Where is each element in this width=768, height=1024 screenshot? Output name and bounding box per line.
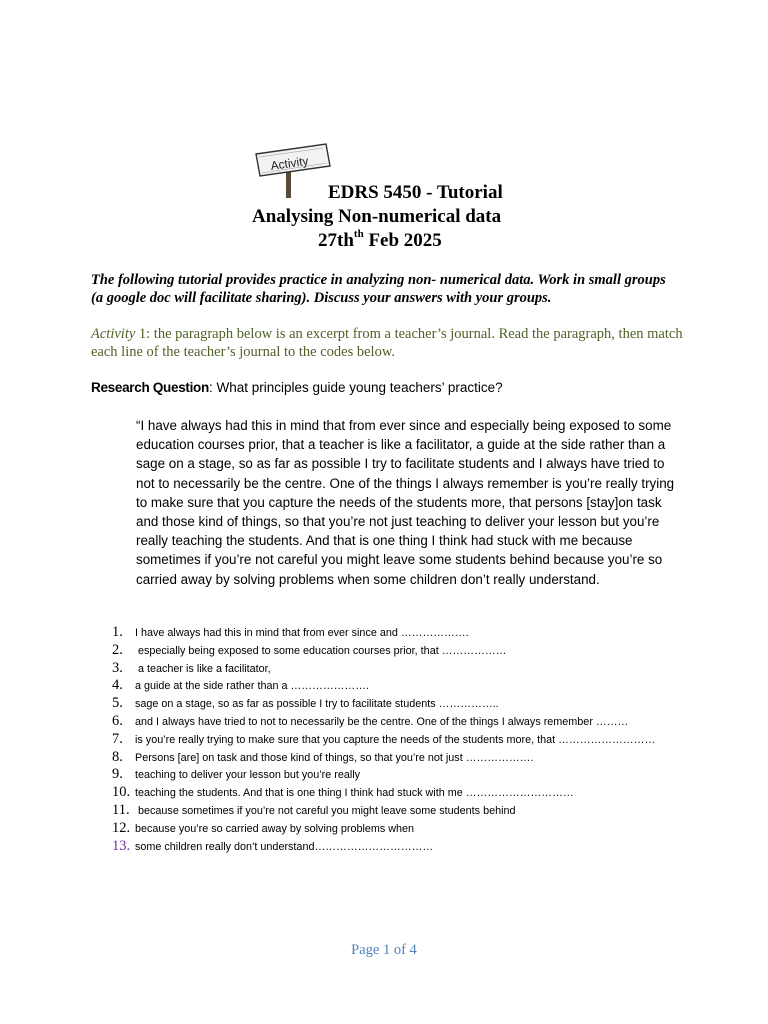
list-item-text: teaching the students. And that is one thing I think had stuck with me …………………………	[135, 787, 574, 800]
list-item-number: 13.	[112, 837, 131, 854]
research-question	[91, 379, 691, 397]
list-item-number: 9.	[112, 766, 123, 783]
list-item-text: because sometimes if you’re not careful you might leave some students behind	[135, 804, 516, 817]
course-title: EDRS 5450 - Tutorial	[328, 182, 503, 203]
list-item	[112, 765, 712, 783]
list-item-number: 2.	[112, 641, 123, 658]
list-item-text: a teacher is like a facilitator,	[135, 662, 271, 675]
list-item	[112, 783, 712, 801]
list-item	[112, 837, 712, 855]
intro-paragraph: The following tutorial provides practice in analyzing non- numerical data. Work in small groups (a google doc will facilitate sharing). Discuss your answers with your groups.	[91, 272, 666, 306]
list-item	[112, 694, 712, 712]
journal-excerpt: “I have always had this in mind that from ever since and especially being exposed to some education courses prior, that a teacher is like a facilitator, a guide at the side rather than a sage on a stage, so as far as possible I try to facilitate students and I always have tried to not to necessarily be the centre. One of the things I always remember is you’re really trying to make sure that you capture the needs of the students more, that persons [stay]on task and those kind of things, so that you’re not just teaching to deliver your lesson but you’re really teaching the students. And that is one thing I think had stuck with me because sometimes if you’re not careful you might leave some students behind because you’re so carried away by solving problems when some children don’t really understand.	[136, 418, 675, 587]
list-item-number: 4.	[112, 677, 123, 694]
research-question-text: : What principles guide young teachers’ practice?	[208, 380, 503, 395]
list-item-number: 10.	[112, 784, 131, 801]
list-item-number: 5.	[112, 695, 123, 712]
list-item-text: and I always have tried to not to necessarily be the centre. One of the things I always remember ………	[135, 715, 629, 728]
list-item-text: Persons [are] on task and those kind of things, so that you’re not just ……………….	[135, 751, 534, 764]
list-item	[112, 712, 712, 730]
list-item-number: 6.	[112, 712, 123, 729]
list-item-text: especially being exposed to some education courses prior, that ………………	[135, 644, 507, 657]
list-item	[112, 730, 712, 748]
list-item-text: teaching to deliver your lesson but you’re really	[135, 769, 361, 782]
list-item-number: 12.	[112, 819, 131, 836]
list-item-number: 7.	[112, 730, 123, 747]
list-item-number: 3.	[112, 659, 123, 676]
activity-label: Activity	[91, 326, 136, 342]
tutorial-date: $27th^{th}$ Feb 2025	[318, 228, 442, 251]
list-item-number: 8.	[112, 748, 123, 765]
list-item-text: is you’re really trying to make sure that you capture the needs of the students more, that ………………………	[135, 733, 656, 746]
list-item-text: I have always had this in mind that from ever since and ……………….	[135, 627, 469, 639]
list-item-text: sage on a stage, so as far as possible I try to facilitate students ……………..	[135, 698, 499, 711]
list-item-text: some children really don’t understand……………………………	[135, 840, 434, 853]
list-item-number: 1.	[112, 624, 123, 640]
list-item	[112, 659, 712, 677]
list-item-text: a guide at the side rather than a ………………….	[135, 680, 370, 693]
list-item	[112, 676, 712, 694]
tutorial-subtitle: Analysing Non-numerical data	[252, 206, 502, 227]
activity-signpost-image	[252, 138, 332, 198]
list-item	[112, 623, 712, 641]
research-question-label: Research Question	[91, 380, 209, 395]
list-item-number: 11.	[112, 801, 130, 818]
activity-text: 1: the paragraph below is an excerpt from a teacher’s journal. Read the paragraph, then match each line of the teacher’s journal to the codes below.	[91, 326, 683, 360]
list-item	[112, 801, 712, 819]
list-item-text: because you’re so carried away by solving problems when	[135, 822, 415, 835]
signpost-label: Activity	[269, 153, 310, 173]
page-number: Page 1 of 4	[351, 942, 417, 958]
journal-lines-list	[112, 623, 712, 854]
activity-instructions	[91, 325, 691, 361]
list-item	[112, 748, 712, 766]
list-item	[112, 641, 712, 659]
list-item	[112, 819, 712, 837]
